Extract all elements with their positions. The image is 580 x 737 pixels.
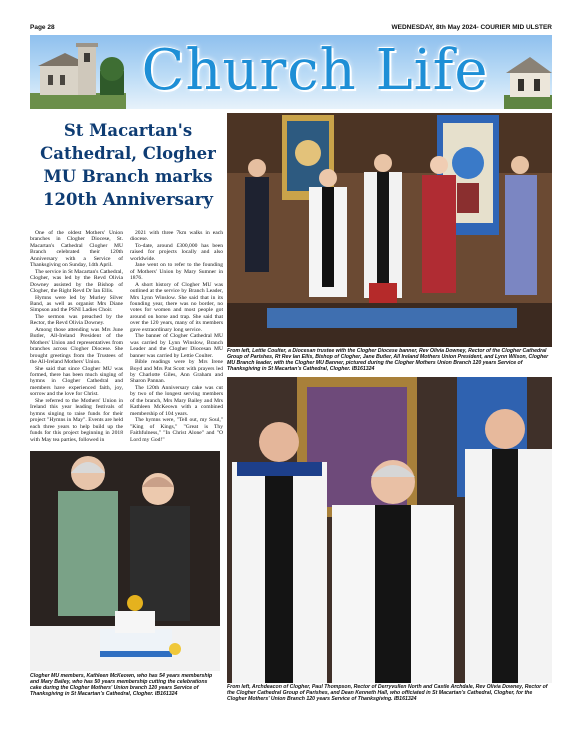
church-tower-icon [30, 35, 126, 109]
paragraph: A short history of Clogher MU was outlined at the service by Branch Leader, Mrs Lynn Winslow. She said that in its founding year, there was no border, no votes for women and most people got around on horse and trap. She said that over the 120 years, many of its members gave extraordinary long service. [130, 281, 223, 333]
issue-date: WEDNESDAY, 8th May 2024- COURIER MID ULSTER [391, 24, 552, 31]
photo-caption: From left, Archdeacon of Clogher, Paul Thompson, Rector of Derryvullen North and Castle Archdale, Rev Olivia Downey, Rector of the Clogher Cathedral Group of Parishes, and Dean Kenneth Hall, who officiated in St Macartan's Cathedral, Clogher, for the Clogher Mothers' Union Branch 120 years Service of Thanksgiving. IB161324 [227, 684, 548, 702]
person [465, 409, 552, 683]
paragraph: She referred to the Mothers' Union in Ireland this year leading festivals of hymns singing to raise funds for their project "Hymns in May". Events are held each three years to help build up the funds for this project beginning in 2018 with May tea parties, followed in [30, 397, 123, 443]
page-header [30, 22, 552, 34]
paragraph: Jane went on to refer to the founding of Mothers' Union by Mary Sumner in 1876. [130, 262, 223, 282]
paragraph: Bible readings were by Mrs Irene Boyd and Mrs Pat Scott with prayers led by Charlotte Giles, Ann Graham and Sharon Pannan. [130, 359, 223, 385]
paragraph: 2021 with three 7km walks in each diocese. [130, 230, 223, 243]
paragraph: The sermon was preached by the Rector, the Revd Olivia Downey. [30, 313, 123, 327]
photo-caption: Clogher MU members, Kathleen McKeown, who has 54 years membership and Mary Bailey, who has 50 years membership cutting the celebrations cake during the Clogher Mothers' Union branch 120 years Service of Thanksgiving in St Macartan's Cathedral, Clogher. IB161324 [30, 673, 213, 697]
paragraph: The 120th Anniversary cake was cut by two of the longest serving members of the branch, Mrs Mary Bailey and Mrs Kathleen McKeown with a combined membership of 104 years. [130, 384, 223, 417]
paragraph: She said that since Clogher MU was formed, there has been much singing of hymns in Clogher Cathedral and members have experienced faith, joy, sorrow and the love for Christ. [30, 365, 123, 398]
person [309, 169, 347, 297]
page-number: Page 28 [30, 24, 55, 31]
cake-cutting-photo [30, 451, 220, 671]
photo-caption: From left, Lettie Coulter, a Diocesan trustee with the Clogher Diocese banner, Rev Olivia Downey, Rector of the Clogher Cathedral Group of Parishes, Rt Rev Ian Ellis, Bishop of Clogher, Jane Butler, All Ireland Mothers Union President, and Lynn Wilson, Clogher MU Branch leader, with the Clogher MU Banner, pictured during the Clogher Mothers Union Branch 120 years Service of Thanksgiving in St Macartan's Cathedral, Clogher. IB161324 [227, 348, 549, 372]
paragraph: The banner of Clogher Cathedral MU was carried by Lynn Winslow, Branch Leader and the Clogher Diocesan MU banner was carried by Lettie Coulter. [130, 333, 223, 359]
paragraph: One of the oldest Mothers' Union branches in Clogher Diocese, St. Macartan's Cathedral Clogher MU Branch celebrated their 120th Anniversary with a Service of Thanksgiving on Sunday, 14th April. [30, 230, 123, 269]
paragraph: To-date, around £300,000 has been raised for projects locally and also worldwide. [130, 242, 223, 262]
article-headline: St Macartan's Cathedral, Clogher MU Branch marks 120th Anniversary [40, 121, 216, 209]
paragraph: Among those attending was Mrs June Butler, All-Ireland President of the Mothers' Union and representatives from branches across Clogher Diocese. She brought greetings from the Trustees of the All-Ireland Mothers' Union. [30, 326, 123, 366]
article-column-1 [30, 230, 123, 448]
person [505, 156, 537, 295]
clergy-photo [227, 377, 552, 683]
article-column-2 [130, 230, 223, 448]
paragraph: The service in St Macartan's Cathedral, Clogher, was led by the Revd Olivia Downey assisted by the Bishop of Clogher, the Right Revd Dr Ian Ellis. [30, 268, 123, 295]
paragraph: Hymns were led by Murley Silver Band, as well as organist Mrs Diane Simpson and the PSNI Ladies Choir. [30, 294, 123, 314]
group-banner-photo [227, 113, 552, 347]
church-building-icon [504, 35, 552, 109]
church-life-banner [30, 35, 552, 109]
paragraph: The hymns were, "Tell out, my Soul," "King of Kings," "Great is Thy Faithfulness," "In Christ Alone" and "O Lord my God!" [130, 417, 223, 443]
person [364, 154, 402, 303]
section-title: Church Life [141, 38, 489, 103]
person [422, 156, 456, 293]
